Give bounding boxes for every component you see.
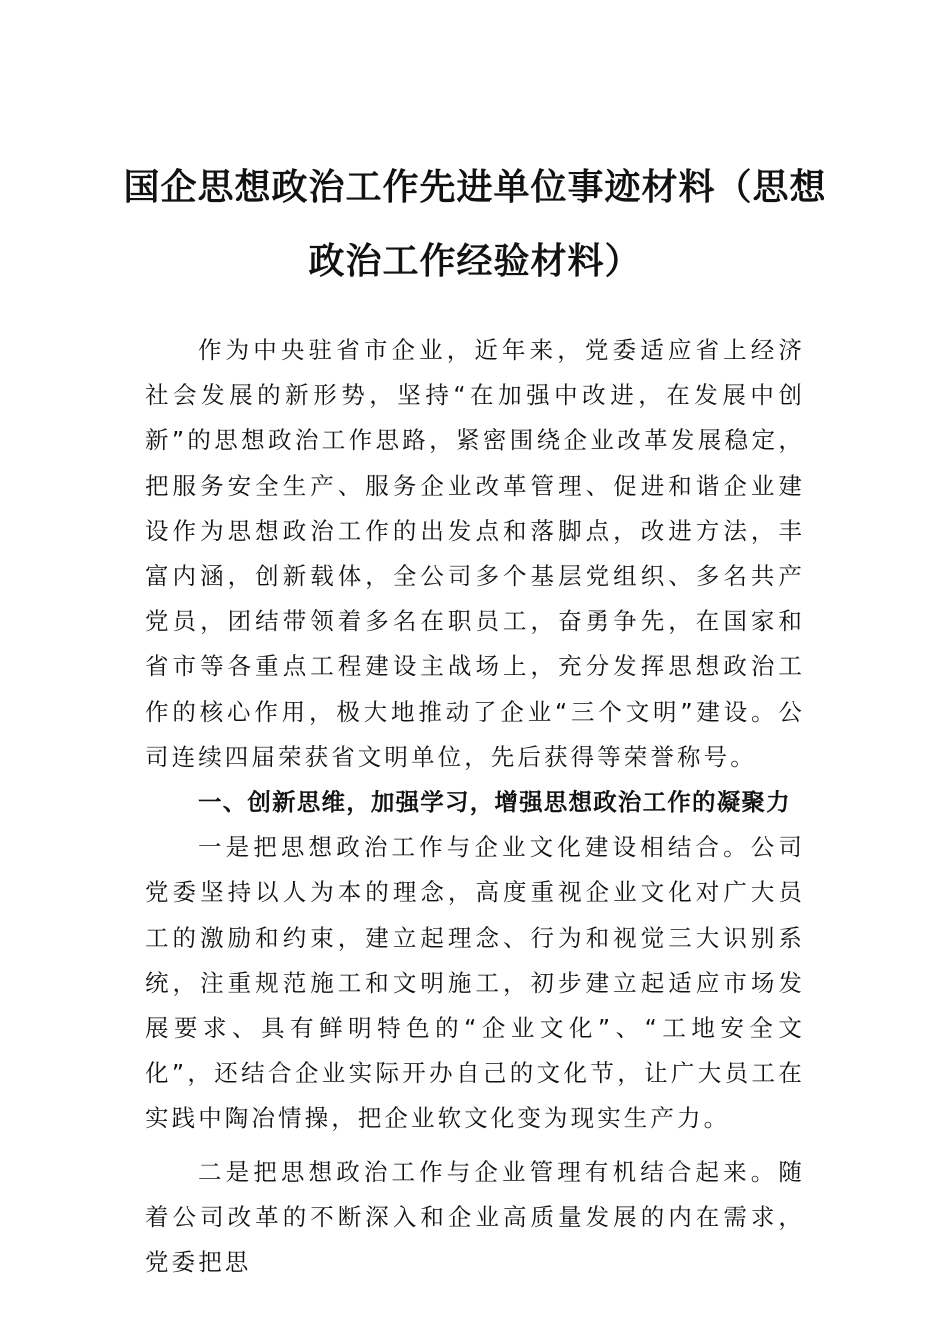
document-body	[145, 328, 805, 1285]
section-paragraph-2: 二是把思想政治工作与企业管理有机结合起来。随着公司改革的不断深入和企业高质量发展的内在需求，党委把思	[145, 1157, 805, 1277]
section-paragraph-1: 一是把思想政治工作与企业文化建设相结合。公司党委坚持以人为本的理念，高度重视企业文化对广大员工的激励和约束，建立起理念、行为和视觉三大识别系统，注重规范施工和文明施工，初步建立起适应市场发展要求、具有鲜明特色的“企业文化”、“工地安全文化”，还结合企业实际开办自己的文化节，让广大员工在实践中陶冶情操，把企业软文化变为现实生产力。	[145, 833, 805, 1133]
intro-paragraph: 作为中央驻省市企业，近年来，党委适应省上经济社会发展的新形势，坚持“在加强中改进，在发展中创新”的思想政治工作思路，紧密围绕企业改革发展稳定，把服务安全生产、服务企业改革管理、促进和谐企业建设作为思想政治工作的出发点和落脚点，改进方法，丰富内涵，创新载体，全公司多个基层党组织、多名共产党员，团结带领着多名在职员工，奋勇争先，在国家和省市等各重点工程建设主战场上，充分发挥思想政治工作的核心作用，极大地推动了企业“三个文明”建设。公司连续四届荣获省文明单位，先后获得等荣誉称号。	[145, 336, 805, 771]
document-title: 国企思想政治工作先进单位事迹材料（思想政治工作经验材料）	[123, 166, 827, 282]
section-heading: 一、创新思维，加强学习，增强思想政治工作的凝聚力	[198, 788, 791, 817]
